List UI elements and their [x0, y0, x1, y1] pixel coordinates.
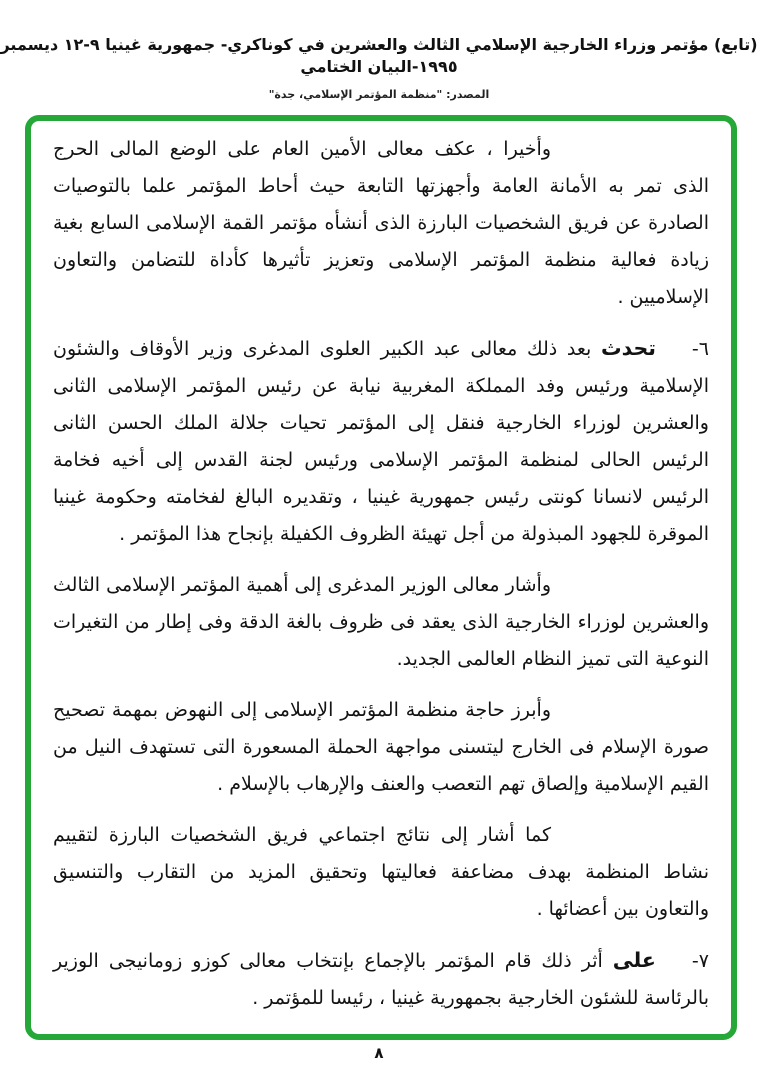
- paragraph-ashar: [53, 567, 709, 678]
- item-lead-word: تحدث: [601, 336, 656, 360]
- document-source-line: المصدر: "منظمة المؤتمر الإسلامي، جدة": [268, 87, 490, 101]
- paragraph-item-8: [53, 1031, 709, 1040]
- item-lead-word: على: [612, 948, 656, 972]
- green-border-frame: [25, 115, 737, 1040]
- item-number: ٦-: [691, 338, 709, 360]
- paragraph-text: كما أشار إلى نتائج اجتماعي فريق الشخصيات البارزة لتقييم نشاط المنظمة بهدف مضاعفة فعاليتها وتحقيق المزيد من التقارب والتنسيق والتعاون بين أعضائها .: [53, 824, 709, 920]
- paragraph-kama-ashar: [53, 817, 709, 928]
- item-number: ٧-: [691, 950, 709, 972]
- paragraph-text: وأخيرا ، عكف معالى الأمين العام على الوضع المالى الحرج الذى تمر به الأمانة العامة وأجهزتها التابعة حيث أحاط المؤتمر علما بالتوصيات الصادرة عن فريق الشخصيات البارزة الذى أنشأه مؤتمر القمة الإسلامى السابع بغية زيادة فعالية منظمة المؤتمر الإسلامى وتعزيز تأثيرها كأداة للتضامن والتعاون الإسلاميين .: [53, 138, 709, 308]
- paragraph-text: بعد ذلك معالى عبد الكبير العلوى المدغرى وزير الأوقاف والشئون الإسلامية ورئيس وفد المملكة المغربية نيابة عن رئيس المؤتمر الإسلامى الثانى والعشرين لوزراء الخارجية فنقل إلى المؤتمر تحيات جلالة الملك الحسن الثانى الرئيس الحالى لمنظمة المؤتمر الإسلامى ورئيس لجنة القدس إلى أخيه فخامة الرئيس لانسانا كونتى رئيس جمهورية غينيا ، وتقديره البالغ لفخامته وحكومة غينيا الموقرة للجهود المبذولة من أجل تهيئة الظروف الكفيلة بإنجاح هذا المؤتمر .: [53, 338, 709, 545]
- document-title: (تابع) مؤتمر وزراء الخارجية الإسلامي الثالث والعشرين في كوناكري- جمهورية غينيا ٩-١٢ ديسمبر ١٩٩٥-البيان الختامي: [0, 35, 758, 77]
- paragraph-text: [53, 1039, 709, 1040]
- item-number: [692, 1032, 709, 1040]
- paragraph-abraz: [53, 692, 709, 803]
- paragraph-intro: [53, 131, 709, 316]
- page-number: ٨: [374, 1044, 384, 1062]
- paragraph-item-7: [53, 942, 709, 1017]
- paragraph-text: وأبرز حاجة منظمة المؤتمر الإسلامى إلى النهوض بمهمة تصحيح صورة الإسلام فى الخارج ليتسنى مواجهة الحملة المسعورة التى تستهدف النيل من القيم الإسلامية وإلصاق تهم التعصب والعنف والإرهاب بالإسلام .: [53, 699, 709, 795]
- paragraph-text: وأشار معالى الوزير المدغرى إلى أهمية المؤتمر الإسلامى الثالث والعشرين لوزراء الخارجية الذى يعقد فى ظروف بالغة الدقة وفى إطار من التغيرات النوعية التى تميز النظام العالمى الجديد.: [53, 574, 709, 670]
- item-lead-word: [584, 1037, 656, 1040]
- paragraph-text: أثر ذلك قام المؤتمر بالإجماع بإنتخاب معالى كوزو زومانيجى الوزير بالرئاسة للشئون الخارجية بجمهورية غينيا ، رئيسا للمؤتمر .: [53, 950, 709, 1009]
- paragraph-item-6: [53, 330, 709, 553]
- document-header: [0, 34, 758, 101]
